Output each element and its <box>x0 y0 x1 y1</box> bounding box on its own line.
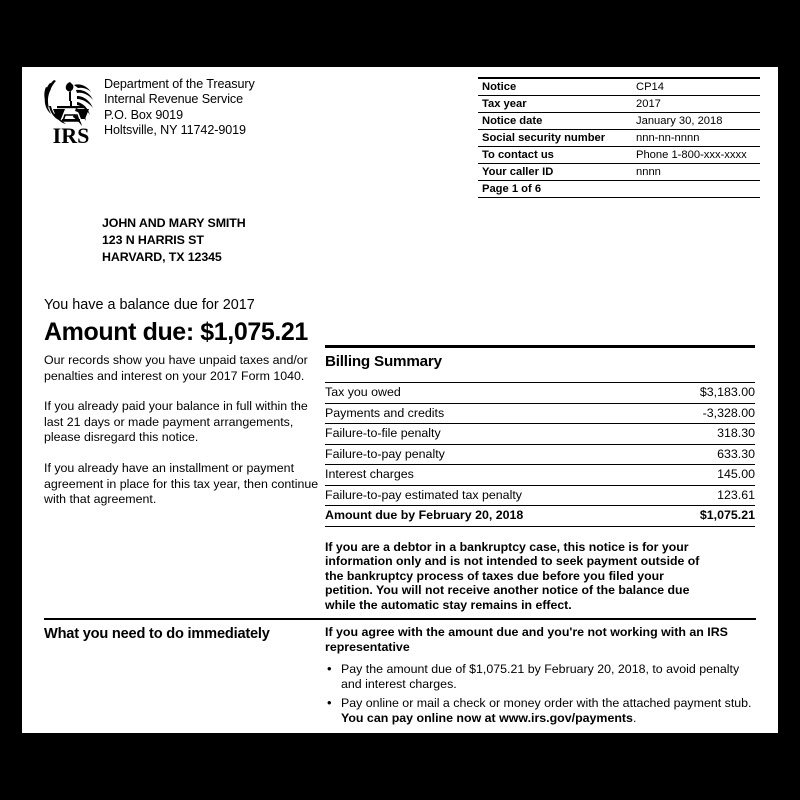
table-row <box>325 424 755 445</box>
agency-line-city: Holtsville, NY 11742-9019 <box>104 123 246 138</box>
billing-total-label: Amount due by February 20, 2018 <box>325 506 661 527</box>
table-row <box>478 164 760 181</box>
what-to-do-list <box>325 662 755 727</box>
page-indicator: Page 1 of 6 <box>478 181 760 198</box>
agency-line-pobox: P.O. Box 9019 <box>104 107 183 122</box>
contact-value: Phone 1-800-xxx-xxxx <box>632 147 760 164</box>
table-row <box>478 181 760 198</box>
what-to-do-title: What you need to do immediately <box>44 626 270 642</box>
contact-label: To contact us <box>478 147 632 164</box>
bullet-pay-amount-text: Pay the amount due of $1,075.21 by February 20, 2018, to avoid penalty and interest charges. <box>341 661 740 692</box>
balance-due-line: You have a balance due for 2017 <box>44 297 255 313</box>
table-row <box>325 403 755 424</box>
caller-id-label: Your caller ID <box>478 164 632 181</box>
billing-row-label: Failure-to-pay penalty <box>325 444 661 465</box>
bullet-pay-online-period: . <box>632 711 637 726</box>
billing-summary-title: Billing Summary <box>325 345 755 370</box>
table-row <box>325 383 755 404</box>
billing-summary-column <box>325 345 755 612</box>
agency-line-treasury: Department of the Treasury <box>104 77 255 91</box>
table-row <box>478 113 760 130</box>
addressee-city-state-zip: HARVARD, TX 12345 <box>102 250 222 264</box>
table-row <box>325 444 755 465</box>
table-row <box>478 78 760 96</box>
what-to-do-heading: If you agree with the amount due and you're not working with an IRS representative <box>325 625 728 655</box>
table-row <box>325 485 755 506</box>
addressee-street: 123 N HARRIS ST <box>102 233 204 247</box>
billing-row-label: Failure-to-pay estimated tax penalty <box>325 485 661 506</box>
section-divider <box>44 618 756 620</box>
bankruptcy-notice-paragraph: If you are a debtor in a bankruptcy case, this notice is for your information only and is not intended to seek payment outside of the bankruptcy process of taxes due before you filed your petition. You will not receive another notice of the balance due while the automatic stay remains in effect. <box>325 539 700 612</box>
list-item <box>339 696 755 727</box>
summary-left-column <box>44 295 322 523</box>
agency-line-irs: Internal Revenue Service <box>104 92 244 107</box>
document-header <box>22 67 778 197</box>
irs-logo-text: IRS <box>52 123 90 147</box>
notice-page <box>22 67 778 733</box>
billing-summary-table <box>325 382 755 527</box>
billing-row-label: Payments and credits <box>325 403 661 424</box>
bullet-pay-online-text: Pay online or mail a check or money order with the attached payment stub. <box>341 695 752 710</box>
notice-label: Notice <box>478 78 632 96</box>
what-to-do-body <box>325 625 755 729</box>
billing-row-amount: -3,328.00 <box>661 403 755 424</box>
records-paragraph: Our records show you have unpaid taxes and/or penalties and interest on your 2017 Form 1040. <box>44 353 308 383</box>
ssn-value: nnn-nn-nnnn <box>632 130 760 147</box>
table-row <box>478 96 760 113</box>
notice-value: CP14 <box>632 78 760 96</box>
billing-row-label: Interest charges <box>325 465 661 486</box>
billing-total-row <box>325 506 755 527</box>
tax-year-value: 2017 <box>632 96 760 113</box>
installment-paragraph: If you already have an installment or payment agreement in place for this tax year, then continue with that agreement. <box>44 460 319 507</box>
billing-row-amount: 633.30 <box>661 444 755 465</box>
irs-seal-icon <box>40 75 102 147</box>
agency-address-block <box>104 77 255 139</box>
billing-row-label: Failure-to-file penalty <box>325 424 661 445</box>
notice-date-label: Notice date <box>478 113 632 130</box>
ssn-label: Social security number <box>478 130 632 147</box>
pay-online-link-text[interactable]: You can pay online now at www.irs.gov/payments <box>341 711 633 726</box>
notice-date-value: January 30, 2018 <box>632 113 760 130</box>
billing-total-amount: $1,075.21 <box>661 506 755 527</box>
caller-id-value: nnnn <box>632 164 760 181</box>
billing-row-amount: 318.30 <box>661 424 755 445</box>
tax-year-label: Tax year <box>478 96 632 113</box>
table-row <box>478 130 760 147</box>
billing-row-label: Tax you owed <box>325 383 661 404</box>
notice-info-table <box>478 77 760 198</box>
list-item <box>339 662 755 693</box>
table-row <box>478 147 760 164</box>
amount-due-headline: Amount due: $1,075.21 <box>44 318 308 346</box>
addressee-block <box>102 215 246 266</box>
table-row <box>325 465 755 486</box>
billing-row-amount: 123.61 <box>661 485 755 506</box>
billing-row-amount: 145.00 <box>661 465 755 486</box>
billing-row-amount: $3,183.00 <box>661 383 755 404</box>
already-paid-paragraph: If you already paid your balance in full within the last 21 days or made payment arrangements, please disregard this notice. <box>44 399 308 445</box>
addressee-name: JOHN AND MARY SMITH <box>102 216 246 230</box>
